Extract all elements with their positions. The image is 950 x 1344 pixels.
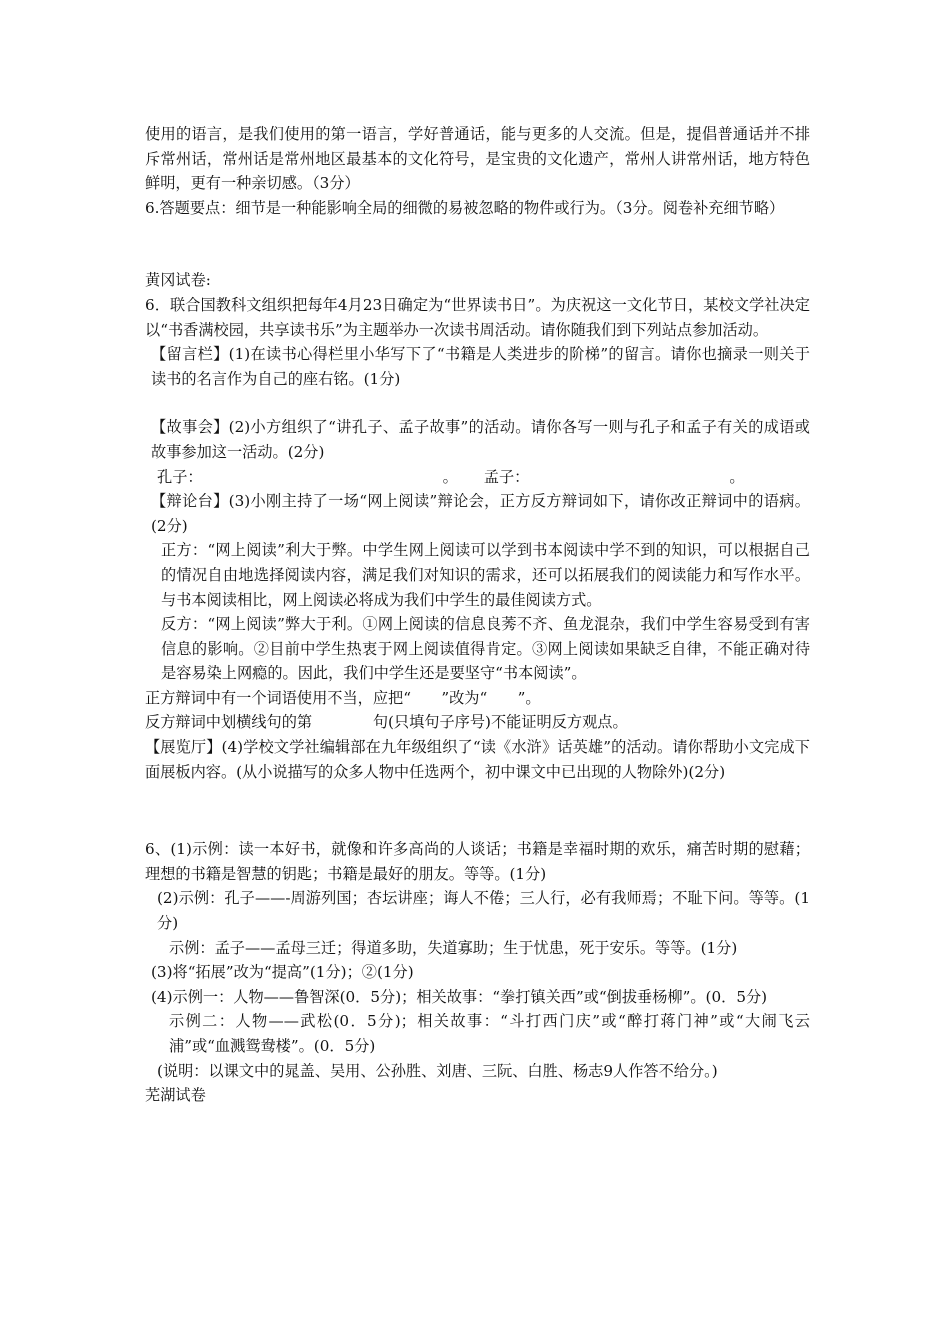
question-6-2: 【故事会】(2)小方组织了“讲孔子、孟子故事”的活动。请你各写一则与孔子和孟子有关的成语或故事参加这一活动。(2分) [151, 418, 810, 461]
document-page [145, 122, 810, 1108]
paragraph-answer-5-continued: 使用的语言，是我们使用的第一语言，学好普通话，能与更多的人交流。但是，提倡普通话并不排斥常州话，常州话是常州地区最基本的文化符号，是宝贵的文化遗产，常州人讲常州话，地方特色鲜明，更有一种亲切感。（3分） [145, 125, 810, 193]
mengzi-label: 孟子： [483, 467, 530, 486]
spacer [145, 784, 810, 837]
question-6-intro: 6．联合国教科文组织把每年4月23日确定为“世界读书日”。为庆祝这一文化节日，某校文学社决定以“书香满校园，共享读书乐”为主题举办一次读书周活动。请你随我们到下列站点参加活动。 [145, 295, 810, 339]
answer-6-1: 6、(1)示例：读一本好书，就像和许多高尚的人谈话；书籍是幸福时期的欢乐，痛苦时期的慰藉；理想的书籍是智慧的钥匙；书籍是最好的朋友。等等。(1分) [145, 840, 810, 883]
debate-affirmative: 正方：“网上阅读”利大于弊。中学生网上阅读可以学到书本阅读中学不到的知识，可以根据自己的情况自由地选择阅读内容，满足我们对知识的需求，还可以拓展我们的阅读能力和写作水平。与书本阅读相比，网上阅读必将成为我们中学生的最佳阅读方式。 [161, 541, 810, 609]
spacer [145, 220, 810, 268]
question-6-1: 【留言栏】(1)在读书心得栏里小华写下了“书籍是人类进步的阶梯”的留言。请你也摘录一则关于读书的名言作为自己的座右铭。(1分) [151, 345, 810, 388]
mengzi-period: 。 [729, 467, 745, 486]
spacer [145, 391, 810, 415]
section-heading-huanggang: 黄冈试卷: [145, 271, 211, 290]
answer-note: (说明：以课文中的晁盖、吴用、公孙胜、刘唐、三阮、白胜、杨志9人作答不给分。) [157, 1061, 718, 1080]
kongzi-period: 。 [442, 467, 458, 486]
question-6-3-fill-1: 正方辩词中有一个词语使用不当，应把“ ”改为“ ”。 [145, 688, 541, 707]
question-6-3: 【辩论台】(3)小刚主持了一场“网上阅读”辩论会，正方反方辩词如下，请你改正辩词中的语病。(2分) [151, 492, 810, 535]
kongzi-label: 孔子： [157, 467, 203, 486]
answer-6-2-mengzi: 示例：孟子——孟母三迁；得道多助，失道寡助；生于忧患，死于安乐。等等。(1分) [169, 938, 738, 957]
paragraph-answer-6: 6.答题要点：细节是一种能影响全局的细微的易被忽略的物件或行为。（3分。阅卷补充细节略） [145, 198, 785, 217]
answer-6-3: (3)将“拓展”改为“提高”(1分)；②(1分) [151, 963, 414, 982]
question-6-3-fill-2: 反方辩词中划横线句的第 句(只填句子序号)不能证明反方观点。 [145, 713, 628, 732]
question-6-2-blanks [145, 465, 810, 490]
answer-6-2: (2)示例：孔子——-周游列国；杏坛讲座；诲人不倦；三人行，必有我师焉；不耻下问。等等。(1分) [157, 889, 810, 933]
answer-6-4: (4)示例一：人物——鲁智深(0．5分)；相关故事：“拳打镇关西”或“倒拔垂杨柳”。(0．5分) [151, 987, 768, 1006]
debate-negative: 反方：“网上阅读”弊大于利。①网上阅读的信息良莠不齐、鱼龙混杂，我们中学生容易受到有害信息的影响。②目前中学生热衷于网上阅读值得肯定。③网上阅读如果缺乏自律，不能正确对待是容易染上网瘾的。因此，我们中学生还是要坚守“书本阅读”。 [161, 615, 810, 683]
question-6-4: 【展览厅】(4)学校文学社编辑部在九年级组织了“读《水浒》话英雄”的活动。请你帮助小文完成下面展板内容。(从小说描写的众多人物中任选两个，初中课文中已出现的人物除外)(2分) [145, 738, 810, 781]
answer-6-4-example-2: 示例二：人物——武松(0．5分)；相关故事：“斗打西门庆”或“醉打蒋门神”或“大闹飞云浦”或“血溅鸳鸯楼”。(0．5分) [169, 1012, 810, 1055]
section-heading-wuhu: 芜湖试卷 [145, 1086, 206, 1105]
